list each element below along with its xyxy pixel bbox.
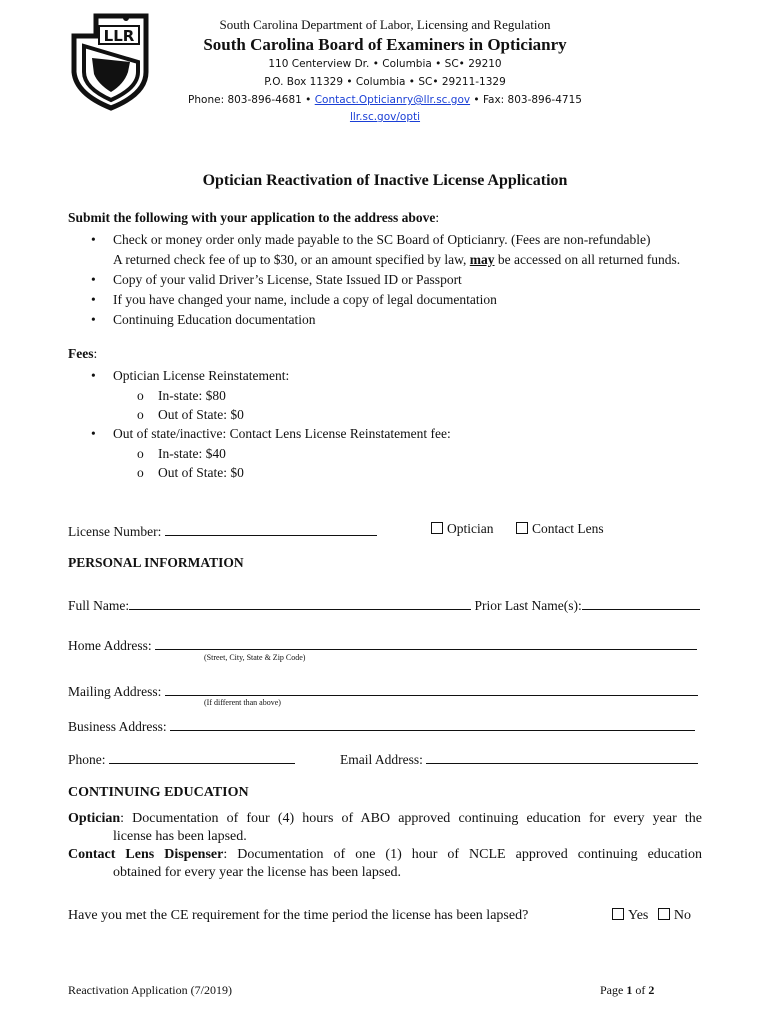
fax-text: • Fax: 803-896-4715: [470, 94, 582, 106]
ce-contact-text: : Documentation of one (1) hour of NCLE approved continuing education: [223, 847, 703, 862]
contact-lens-checkbox-label: Contact Lens: [532, 521, 604, 536]
fee-contact-outstate: Out of State: $0: [158, 465, 244, 480]
list-item: [68, 444, 718, 463]
submit-item-3: If you have changed your name, include a copy of legal documentation: [113, 292, 497, 307]
ce-contact-label: Contact Lens Dispenser: [68, 847, 224, 862]
fee-contact-instate: In-state: $40: [158, 446, 226, 461]
home-address-row: [68, 635, 697, 654]
board-name: South Carolina Board of Examiners in Opticianry: [203, 35, 567, 54]
license-type-optician[interactable]: [431, 521, 494, 537]
ce-contact: [68, 846, 702, 882]
mailing-address-field[interactable]: [165, 681, 698, 696]
submit-item-2: Copy of your valid Driver’s License, State Issued ID or Passport: [113, 272, 462, 287]
fees-optician: [68, 366, 718, 386]
list-item: [68, 366, 718, 386]
list-item: [68, 290, 718, 310]
submit-intro: [68, 210, 439, 226]
email-field[interactable]: [426, 749, 698, 764]
no-label: No: [673, 908, 691, 923]
submit-item-1: Check or money order only made payable to the SC Board of Opticianry. (Fees are non-refundable): [113, 232, 651, 247]
list-item: [68, 386, 718, 405]
website-link[interactable]: llr.sc.gov/opti: [349, 111, 421, 123]
phone-field[interactable]: [109, 749, 295, 764]
ce-optician-line1: [68, 810, 702, 828]
full-name-field[interactable]: [129, 595, 471, 610]
ce-contact-line2: obtained for every year the license has been lapsed.: [113, 865, 402, 880]
fees-contact: [68, 424, 718, 444]
sub-bullet: o: [137, 465, 144, 480]
page-mid: of: [632, 983, 649, 997]
mailing-address-hint: (If different than above): [204, 698, 281, 707]
website-line: [0, 111, 770, 123]
home-address-field[interactable]: [155, 635, 697, 650]
page-total: 2: [648, 983, 655, 997]
fees-label-text: Fees: [68, 346, 94, 361]
fees-contact-sub: [68, 444, 718, 482]
contact-lens-checkbox[interactable]: [516, 522, 528, 534]
mailing-address-row: [68, 681, 698, 700]
list-item: [68, 463, 718, 482]
ce-no-option[interactable]: [658, 908, 691, 923]
ce-question: Have you met the CE requirement for the time period the license has been lapsed?: [68, 908, 529, 923]
ce-answer: [612, 908, 691, 924]
prior-last-name-field[interactable]: [582, 595, 700, 610]
ce-optician-line2: license has been lapsed.: [113, 829, 247, 844]
sub-bullet: o: [137, 388, 144, 403]
logo-text: LLR: [103, 27, 135, 45]
page-current: 1: [626, 983, 633, 997]
ce-contact-line1: [68, 846, 702, 864]
list-item: [68, 230, 718, 270]
sub-bullet: o: [137, 446, 144, 461]
email-row: [340, 749, 698, 768]
submit-item-1-line2b: be accessed on all returned funds.: [494, 252, 681, 267]
email-label: Email Address:: [340, 752, 423, 767]
page-prefix: Page: [600, 983, 627, 997]
no-checkbox[interactable]: [658, 908, 670, 920]
fee-optician-label: Optician License Reinstatement:: [113, 368, 290, 383]
license-type-contact[interactable]: [516, 521, 604, 537]
home-address-hint: (Street, City, State & Zip Code): [204, 653, 306, 662]
business-address-label: Business Address:: [68, 719, 167, 734]
footer-form-id: Reactivation Application (7/2019): [68, 983, 232, 997]
fees-label: [68, 346, 97, 362]
sub-bullet: o: [137, 407, 144, 422]
submit-intro-colon: :: [435, 210, 440, 225]
fees-list: [68, 366, 718, 482]
submit-list: [68, 230, 718, 330]
list-item: [68, 310, 718, 330]
ce-optician: [68, 810, 702, 846]
bullet: •: [91, 232, 96, 247]
ce-yes-option[interactable]: [612, 908, 648, 923]
submit-item-1-emphasis: may: [469, 252, 495, 267]
optician-checkbox-label: Optician: [447, 521, 494, 536]
optician-checkbox[interactable]: [431, 522, 443, 534]
phone-label: Phone:: [68, 752, 106, 767]
home-address-label: Home Address:: [68, 638, 152, 653]
mailing-address-label: Mailing Address:: [68, 684, 162, 699]
yes-checkbox[interactable]: [612, 908, 624, 920]
submit-item-4: Continuing Education documentation: [113, 312, 316, 327]
prior-last-name-label: Prior Last Name(s):: [474, 598, 582, 613]
fees-colon: :: [93, 346, 98, 361]
ce-optician-text: : Documentation of four (4) hours of ABO approved continuing education for every year the: [120, 811, 702, 826]
bullet: •: [91, 292, 96, 307]
phone-text: Phone: 803-896-4681 •: [188, 94, 315, 106]
fee-optician-outstate: Out of State: $0: [158, 407, 244, 422]
ce-heading: CONTINUING EDUCATION: [68, 785, 249, 800]
bullet: •: [91, 368, 96, 383]
street-address: 110 Centerview Dr. • Columbia • SC• 29210: [268, 58, 502, 70]
contact-line: [0, 94, 770, 106]
license-number-row: [68, 521, 377, 540]
bullet: •: [91, 426, 96, 441]
bullet: •: [91, 312, 96, 327]
list-item: [68, 270, 718, 290]
full-name-row: [68, 595, 700, 614]
department-name: South Carolina Department of Labor, Licensing and Regulation: [219, 17, 551, 32]
yes-label: Yes: [628, 908, 649, 923]
submit-item-1-line2a: A returned check fee of up to $30, or an amount specified by law,: [113, 252, 470, 267]
ce-optician-label: Optician: [68, 811, 121, 826]
license-number-field[interactable]: [165, 521, 377, 536]
list-item: [68, 405, 718, 424]
license-number-label: License Number:: [68, 524, 162, 539]
full-name-label: Full Name:: [68, 598, 130, 613]
page-title: Optician Reactivation of Inactive License Application: [202, 172, 568, 189]
fee-contact-label: Out of state/inactive: Contact Lens License Reinstatement fee:: [113, 426, 451, 441]
fee-optician-instate: In-state: $80: [158, 388, 226, 403]
po-box-address: P.O. Box 11329 • Columbia • SC• 29211-1329: [264, 76, 506, 88]
email-link[interactable]: Contact.Opticianry@llr.sc.gov: [314, 94, 471, 106]
fees-optician-sub: [68, 386, 718, 424]
page-number: [600, 983, 654, 998]
business-address-row: [68, 716, 695, 735]
business-address-field[interactable]: [170, 716, 695, 731]
list-item: [68, 424, 718, 444]
phone-row: [68, 749, 295, 768]
personal-info-heading: PERSONAL INFORMATION: [68, 555, 244, 570]
bullet: •: [91, 272, 96, 287]
submit-intro-text: Submit the following with your application to the address above: [68, 210, 436, 225]
